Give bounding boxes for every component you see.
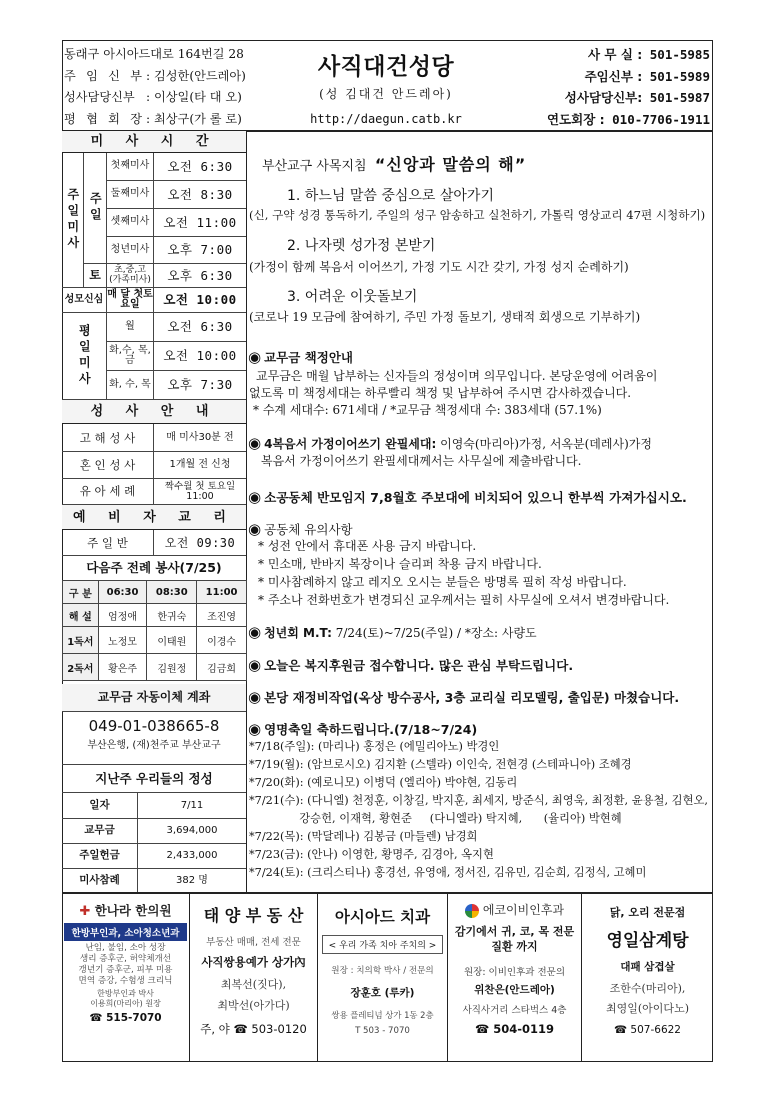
ad-text: 이용희(마리아) 원장: [90, 999, 161, 1008]
ad-yeongil-samgyetang: [582, 893, 713, 1062]
ad-phone: 주, 야 ☎ 503-0120: [200, 1022, 307, 1036]
sunday-label: 주일: [88, 192, 103, 224]
table-header: 06:30: [98, 581, 147, 604]
header-pastor: 주 임 신 부 : 김성한(안드레아): [64, 68, 246, 83]
guideline-item-title: 3. 어려운 이웃돌보기: [287, 289, 418, 305]
phone-yeondo: 연도회장 : 010-7706-1911: [546, 111, 710, 127]
mass-time: 오전 6:30: [167, 319, 233, 335]
notice-welfare: ◉ 오늘은 복지후원금 접수합니다. 많은 관심 부탁드립니다.: [248, 656, 574, 674]
ad-band: 감기에서 귀, 코, 목 전문 질환 까지: [454, 925, 575, 953]
notice-feast-title: ◉ 영명축일 축하드립니다.(7/18~7/24): [248, 720, 478, 738]
header-right: [510, 44, 710, 130]
offering-value: 2,433,000: [166, 849, 218, 861]
table-row: 1독서 노정모 이태원 이경수: [63, 627, 247, 654]
ad-text: 조한수(마리아),: [609, 982, 686, 995]
ad-title: 태 양 부 동 산: [203, 906, 304, 925]
ad-title: 아시아드 치과: [334, 908, 431, 926]
sacrament-name: 유 아 세 례: [79, 484, 136, 499]
ad-asiad-dental: [318, 893, 448, 1062]
feast-line: 강승헌, 이재혁, 황현준 (다니엘라) 탁지혜, (율리아) 박현혜: [249, 812, 622, 825]
sacrament-name: 고 해 성 사: [79, 430, 136, 445]
sacrament-name: 혼 인 성 사: [79, 457, 136, 472]
notice-community-title: ◉ 공동체 유의사항: [248, 520, 353, 538]
page-title: 사직대건성당: [317, 54, 455, 80]
weekday-mass-label: 평일미사: [77, 324, 92, 388]
ad-text: 한방부인과 박사: [97, 989, 154, 998]
ad-text: 최박선(아가다): [217, 999, 290, 1012]
feast-line: *7/21(수): (다니엘) 천정훈, 이창길, 박지훈, 최세지, 방준식, 최영욱, 최정환, 윤용철, 김현오,: [249, 794, 708, 807]
table-header: 구 분: [63, 581, 99, 604]
ad-phone: T 503 - 7070: [355, 1026, 410, 1036]
ad-title: 닭, 오리 전문점: [609, 906, 686, 919]
ad-title: ✚ 한나라 한의원: [79, 903, 172, 919]
guideline-item-title: 2. 나자렛 성가정 본받기: [287, 238, 436, 254]
ad-hannara-clinic: [62, 893, 190, 1062]
guideline-item-desc: (코로나 19 모금에 참여하기, 주민 가정 돌보기, 생태적 회생으로 기부하기): [249, 310, 641, 324]
mass-name: 초,중,고 (가족미사): [109, 265, 151, 285]
guideline-item-title: 1. 하느님 말씀 중심으로 살아가기: [287, 188, 494, 204]
ad-text: 생리 증후군, 허약체개선: [79, 954, 172, 964]
ad-text: 면역 증강, 수험생 크리닉: [78, 976, 173, 986]
notice-tithe-stats: * 수계 세대수: 671세대 / *교무금 책정세대 수: 383세대 (57.1%): [253, 403, 602, 417]
last-week-heading: 지난주 우리들의 정성: [62, 765, 246, 793]
ad-phone: ☎ 507-6622: [614, 1024, 681, 1036]
sacrament-heading: 성 사 안 내: [62, 400, 246, 424]
offering-value: 382 명: [176, 874, 208, 886]
ad-text: 최영일(아이다노): [606, 1002, 689, 1015]
first-saturday-label: 성모신심: [64, 293, 104, 305]
offering-value: 3,694,000: [166, 824, 218, 836]
header-sacrament-priest: 성사담당신부 : 이상일(타 대 오): [64, 90, 242, 104]
phone-sacrament-priest: 성사담당신부: 501-5987: [564, 90, 710, 105]
account-bank: 부산은행, (재)천주교 부산교구: [87, 739, 221, 751]
notice-tithe-line: 없도록 미 책정세대는 하루빨리 책정 및 납부하여 주시면 감사하겠습니다.: [249, 386, 632, 400]
ad-text: 원장 : 치의학 박사 / 전문의: [331, 966, 434, 976]
ad-text: 대패 삼겹살: [620, 961, 675, 973]
ad-phone: ☎ 515-7070: [89, 1012, 162, 1024]
offering-value: 7/11: [180, 799, 204, 811]
mass-time: 오전 10:00: [163, 292, 237, 308]
mass-name: 청년미사: [110, 243, 150, 255]
mass-name: 첫째미사: [110, 160, 150, 172]
ad-text: 난임, 불임, 소아 성장: [85, 943, 166, 953]
notice-community-line: * 주소나 전화번호가 변경되신 교우께서는 필히 사무실에 오셔서 변경바랍니다.: [258, 593, 670, 607]
mass-time: 오전 10:00: [163, 348, 237, 364]
mass-heading: 미 사 시 간: [62, 131, 246, 153]
ad-text: 위찬은(안드레아): [474, 984, 555, 996]
notice-tithe-line: 교무금은 매월 납부하는 신자들의 정성이며 의무입니다. 본당운영에 어려움이: [256, 369, 658, 383]
notice-community-line: * 민소매, 반바지 복장이나 슬리퍼 착용 금지 바랍니다.: [258, 557, 542, 571]
ad-band: 영일삼계탕: [606, 931, 689, 951]
header-title-block: [276, 48, 496, 126]
account-number: 049-01-038665-8: [88, 717, 220, 736]
ent-logo-icon: [465, 904, 479, 918]
notice-repair: ◉ 본당 재정비작업(옥상 방수공사, 3층 교리실 리모델링, 출입문) 마쳤습니다.: [248, 688, 680, 706]
notice-bulletin: ◉ 소공동체 반모임지 7,8월호 주보대에 비치되어 있으니 한부씩 가져가십시오.: [248, 488, 687, 506]
header-left: [64, 44, 269, 130]
sunday-mass-label: 주일미사: [65, 188, 80, 252]
sacrament-info: 짝수월 첫 토요일 11:00: [164, 480, 236, 502]
feast-line: *7/23(금): (안나) 이영한, 황명주, 김경아, 옥지현: [249, 848, 494, 861]
mass-time: 오후 7:30: [167, 377, 233, 393]
cross-icon: ✚: [79, 904, 91, 919]
ad-text: 사직사거리 스타벅스 4층: [462, 1005, 567, 1016]
ad-title: 에코이비인후과: [448, 901, 581, 918]
feast-line: *7/18(주일): (마리나) 홍정은 (에밀리아노) 박경인: [249, 740, 500, 753]
mass-time: 오후 7:00: [167, 242, 233, 258]
offering-label: 일자: [89, 799, 110, 812]
saturday-label: 토: [89, 267, 101, 282]
feast-line: *7/22(목): (막달레나) 김봉금 (마들렌) 남경희: [249, 830, 478, 843]
offering-label: 교무금: [84, 824, 115, 837]
next-week-table: [62, 580, 247, 681]
ad-text: 최복선(짓다),: [220, 978, 287, 991]
mass-time: 오전 11:00: [163, 214, 237, 230]
feast-line: *7/20(화): (예로니모) 이병덕 (엘리아) 박야현, 김동리: [249, 776, 518, 789]
table-header: 11:00: [197, 581, 247, 604]
next-week-heading: 다음주 전례 봉사(7/25): [86, 560, 222, 576]
ad-text: 사직쌍용예가 상가內: [201, 955, 306, 969]
mass-time: 오전 8:30: [167, 186, 233, 202]
notice-youth: ◉ 청년회 M.T: 7/24(토)~7/25(주일) / *장소: 사량도: [248, 623, 537, 641]
feast-line: *7/19(월): (암브로시오) 김지환 (스텔라) 이인숙, 전현경 (스테파니아) 조혜경: [249, 758, 632, 771]
table-row: 2독서 황은주 김원정 김금희: [63, 654, 247, 681]
offering-label: 주일헌금: [79, 849, 120, 862]
header-council-president: 평 협 회 장 : 최상구(가 롤 로): [64, 111, 242, 126]
header-address: 동래구 아시아드대로 164번길 28: [64, 47, 244, 61]
mass-name: 월: [125, 320, 135, 332]
mass-time: 오전 6:30: [167, 158, 233, 174]
guideline-item-desc: (신, 구약 성경 통독하기, 주일의 성구 암송하고 실천하기, 가톨릭 영상교리 47편 시청하기): [249, 208, 706, 222]
ad-band: 한방부인과, 소아청소년과: [64, 923, 187, 941]
sacrament-info: 매 미사30분 전: [166, 431, 234, 443]
mass-name: 매 달 첫토요일: [107, 288, 153, 310]
mass-name: 화,수, 목,금: [109, 344, 151, 366]
ad-text: 갱년기 증후군, 피부 미용: [78, 965, 173, 975]
phone-pastor: 주임신부 : 501-5989: [584, 68, 710, 84]
notice-community-line: * 미사참례하지 않고 레지오 오시는 분들은 방명록 필히 작성 바랍니다.: [258, 575, 627, 589]
ad-text: 장훈호 (루카): [350, 987, 415, 999]
mass-name: 화, 수, 목: [109, 378, 151, 390]
ad-text: 쌍용 플레티넘 상가 1동 2층: [331, 1010, 434, 1020]
mass-name: 셋째미사: [110, 216, 150, 228]
ad-eco-ent-clinic: [448, 893, 582, 1062]
guideline-title: 부산교구 사목지침 “신앙과 말씀의 해”: [262, 155, 527, 174]
site-url[interactable]: http://daegun.catb.kr: [310, 112, 462, 126]
feast-line: *7/24(토): (크리스티나) 홍경선, 유영애, 정서진, 김유민, 김순희, 김정식, 고혜미: [249, 866, 647, 879]
catechumen-time: 오전 09:30: [164, 535, 236, 550]
notice-community-line: * 성전 안에서 휴대폰 사용 금지 바랍니다.: [258, 539, 477, 553]
phone-office: 사 무 실 : 501-5985: [587, 47, 710, 62]
ad-band: 부동산 매매, 전세 전문: [206, 937, 301, 948]
guideline-item-desc: (가정이 함께 복음서 이어쓰기, 가정 기도 시간 갖기, 가정 성지 순례하기): [249, 260, 629, 274]
ad-phone: ☎ 504-0119: [474, 1022, 555, 1036]
mass-name: 둘째미사: [110, 188, 150, 200]
table-row: 해 설 엄정애 한귀숙 조진영: [63, 604, 247, 627]
catechumen-heading: 예 비 자 교 리: [62, 505, 246, 530]
ad-taeyang-realty: [190, 893, 318, 1062]
notice-gospel-line: 복음서 가정이어쓰기 완필세대께서는 사무실에 제출바랍니다.: [261, 454, 582, 468]
account-heading: 교무금 자동이체 계좌: [62, 684, 246, 712]
ad-text: 원장: 이비인후과 전문의: [463, 967, 565, 978]
notice-gospel: ◉ 4복음서 가정이어쓰기 완필세대: 이영숙(마리아)가정, 서옥분(데레사)가정: [248, 434, 652, 452]
mass-time: 오후 6:30: [167, 267, 233, 283]
table-header: 08:30: [147, 581, 197, 604]
column-divider: [246, 131, 247, 893]
catechumen-class: 주 일 반: [87, 535, 128, 550]
notice-tithe-title: ◉ 교무금 책정안내: [248, 348, 353, 366]
page-subtitle: (성 김대건 안드레아): [319, 87, 453, 101]
offering-label: 미사참례: [79, 874, 120, 887]
sacrament-info: 1개월 전 신청: [169, 458, 231, 470]
ad-band: < 우리 가족 치아 주치의 >: [322, 935, 443, 954]
